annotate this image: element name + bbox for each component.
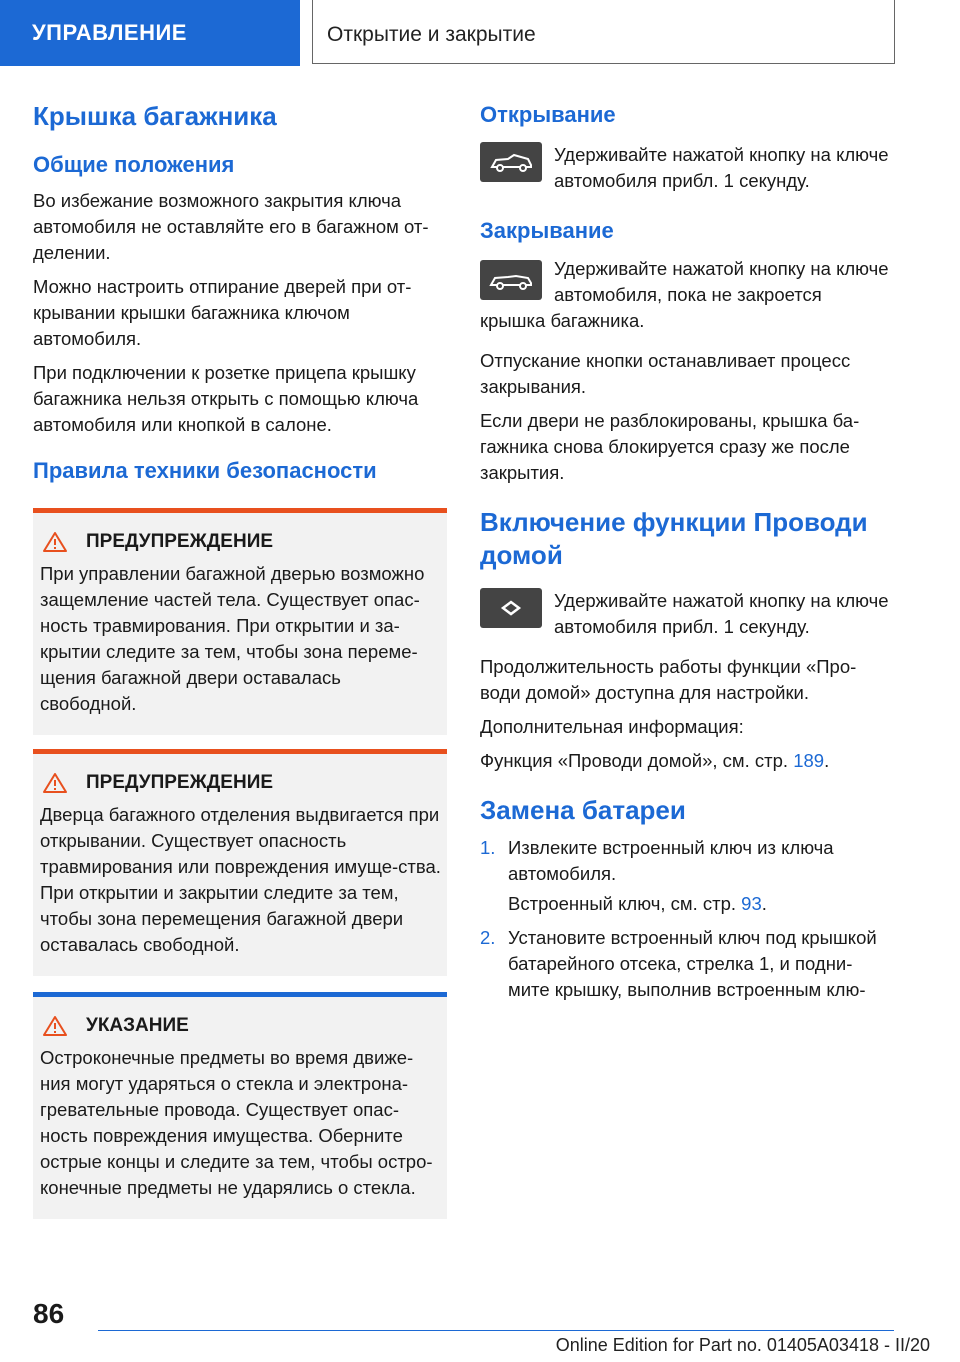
- step-text: Извлеките встроенный ключ из ключа автомобиля.: [508, 837, 834, 884]
- home-light-icon: [480, 588, 542, 628]
- home-heading: Включение функции Проводи домой: [480, 507, 868, 570]
- right-column: [480, 100, 892, 1011]
- home-instruction: [480, 588, 892, 640]
- list-item: [480, 835, 892, 887]
- close-heading: Закрывание: [480, 218, 614, 243]
- safety-heading: Правила техники безопасности: [33, 458, 377, 483]
- warning-title: ПРЕДУПРЕЖДЕНИЕ: [86, 531, 274, 552]
- open-text: Удерживайте нажатой кнопку на ключе автомобиля прибл. 1 секунду.: [554, 144, 889, 191]
- warning-text: При управлении багажной дверью возможно защемление частей тела. Существует опас-ность травмирования. При открытии и за-крытии следите за тем, чтобы зона переме-щения багажной двери оставалась свободной.: [40, 563, 425, 714]
- close-text: Удерживайте нажатой кнопку на ключе автомобиля, пока не закроется крышка багажника.: [480, 258, 889, 331]
- chapter-title: Открытие и закрытие: [312, 0, 895, 64]
- warning-title: ПРЕДУПРЕЖДЕНИЕ: [86, 772, 274, 793]
- home-paragraph-2: Продолжительность работы функции «Про-води домой» доступна для настройки.: [480, 656, 857, 703]
- general-paragraph-2: Можно настроить отпирание дверей при от-крывании крышки багажника ключом автомобиля.: [33, 276, 412, 349]
- open-instruction: [480, 142, 892, 194]
- battery-steps: [480, 835, 892, 887]
- general-heading: Общие положения: [33, 152, 235, 177]
- step-note: Встроенный ключ, см. стр. 93.: [508, 893, 767, 914]
- home-paragraph-4: Функция «Проводи домой», см. стр. 189.: [480, 750, 830, 771]
- edition-footer: Online Edition for Part no. 01405A03418 - II/20: [555, 1335, 930, 1355]
- close-instruction: [480, 256, 892, 334]
- warning-triangle-icon: [42, 1015, 68, 1037]
- footer-divider: [98, 1330, 894, 1331]
- page-link-93[interactable]: 93: [741, 893, 762, 914]
- left-column: [33, 100, 447, 1235]
- note-title: УКАЗАНИЕ: [86, 1015, 189, 1036]
- step-number: 2.: [480, 927, 496, 948]
- step-number: 1.: [480, 837, 496, 858]
- step-text: Установите встроенный ключ под крышкой батарейного отсека, стрелка 1, и подни-мите крышку, выполнив встроенным клю-: [508, 927, 877, 1000]
- warning-box-2: [33, 749, 447, 976]
- home-paragraph-3: Дополнительная информация:: [480, 716, 744, 737]
- warning-triangle-icon: [42, 772, 68, 794]
- warning-text: Дверца багажного отделения выдвигается при открывании. Существует опасность травмирования или повреждения имуще-ства. При открытии и закрытии следите за тем, чтобы зона перемещения багажной двери оставалась свободной.: [40, 804, 441, 955]
- page-link-189[interactable]: 189: [793, 750, 825, 771]
- close-paragraph-3: Если двери не разблокированы, крышка ба-гажника снова блокируется сразу же после закрытия.: [480, 410, 860, 483]
- note-text: Остроконечные предметы во время движе-ния могут ударяться о стекла и электрона-гревательные провода. Существует опас-ность повреждения имущества. Оберните острые концы и следите за тем, чтобы остро-конечные предметы не ударялись о стекла.: [40, 1047, 433, 1198]
- trunk-open-icon: [480, 142, 542, 182]
- open-heading: Открывание: [480, 102, 616, 127]
- trunk-close-icon: [480, 260, 542, 300]
- general-paragraph-1: Во избежание возможного закрытия ключа автомобиля не оставляйте его в багажном от-делении.: [33, 190, 429, 263]
- page-title: Крышка багажника: [33, 101, 277, 131]
- list-item: [480, 925, 892, 1003]
- home-text: Удерживайте нажатой кнопку на ключе автомобиля прибл. 1 секунду.: [554, 590, 889, 637]
- warning-triangle-icon: [42, 531, 68, 553]
- warning-box-1: [33, 508, 447, 735]
- section-tab: УПРАВЛЕНИЕ: [0, 0, 300, 66]
- page-number: 86: [33, 1298, 65, 1329]
- battery-heading: Замена батареи: [480, 795, 686, 825]
- general-paragraph-3: При подключении к розетке прицепа крышку багажника нельзя открыть с помощью ключа автомобиля или кнопкой в салоне.: [33, 362, 419, 435]
- close-paragraph-2: Отпускание кнопки останавливает процесс закрывания.: [480, 350, 851, 397]
- note-box: [33, 992, 447, 1219]
